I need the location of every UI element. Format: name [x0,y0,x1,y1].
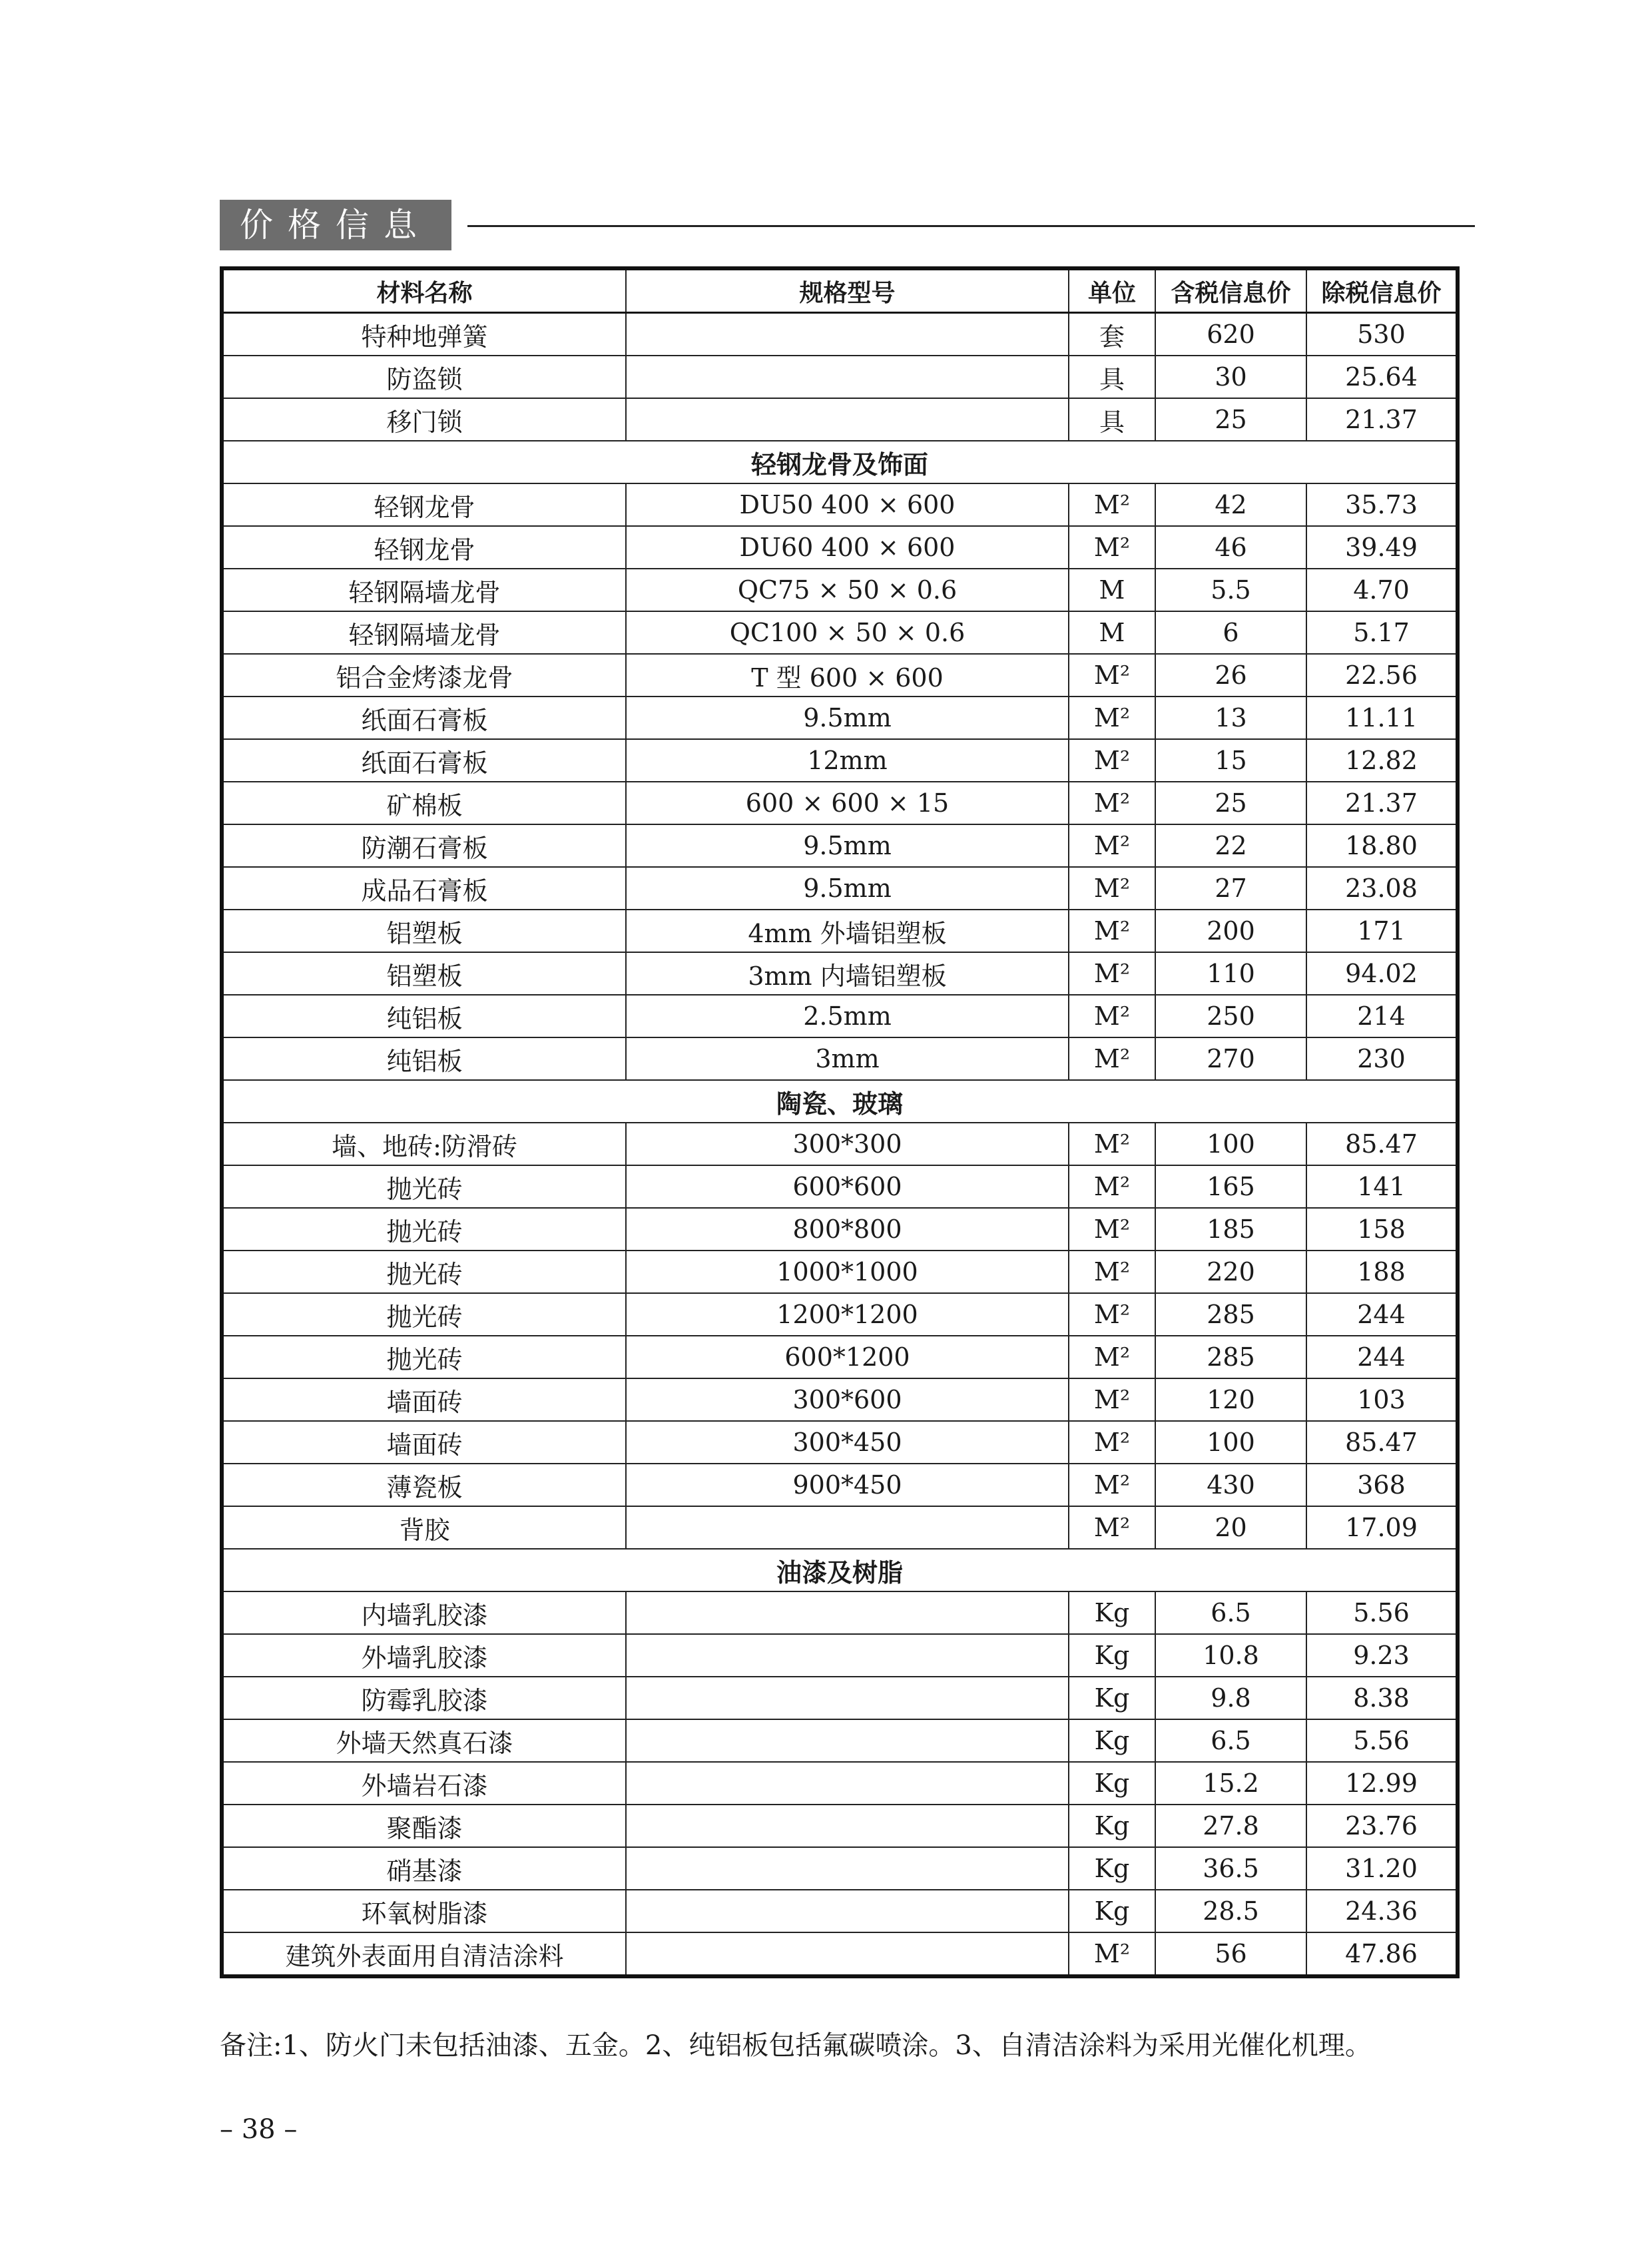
cell-price-with-tax: 56 [1155,1932,1306,1976]
cell-price-with-tax: 30 [1155,356,1306,398]
cell-material-name: 硝基漆 [222,1847,626,1890]
table-row [222,1591,1458,1634]
cell-spec: QC100 × 50 × 0.6 [626,611,1069,654]
cell-material-name: 纸面石膏板 [222,739,626,782]
cell-unit: M² [1069,782,1155,824]
cell-price-without-tax: 11.11 [1306,697,1458,739]
cell-price-with-tax: 20 [1155,1506,1306,1549]
cell-unit: Kg [1069,1805,1155,1847]
cell-spec [626,1932,1069,1976]
cell-spec: 9.5mm [626,867,1069,910]
cell-price-without-tax: 530 [1306,313,1458,356]
cell-spec: T 型 600 × 600 [626,654,1069,697]
cell-price-without-tax: 188 [1306,1251,1458,1293]
cell-spec: 1000*1000 [626,1251,1069,1293]
table-row [222,1932,1458,1976]
cell-spec: 9.5mm [626,824,1069,867]
table-row [222,356,1458,398]
cell-price-with-tax: 430 [1155,1464,1306,1506]
cell-price-with-tax: 270 [1155,1037,1306,1080]
table-row [222,1208,1458,1251]
table-row [222,1634,1458,1677]
cell-material-name: 轻钢隔墙龙骨 [222,569,626,611]
cell-unit: M² [1069,1165,1155,1208]
cell-material-name: 外墙天然真石漆 [222,1719,626,1762]
cell-price-without-tax: 103 [1306,1378,1458,1421]
cell-price-without-tax: 230 [1306,1037,1458,1080]
cell-unit: M² [1069,483,1155,526]
cell-material-name: 轻钢龙骨 [222,483,626,526]
cell-price-with-tax: 110 [1155,952,1306,995]
cell-price-without-tax: 12.82 [1306,739,1458,782]
cell-price-without-tax: 85.47 [1306,1123,1458,1165]
cell-price-without-tax: 5.56 [1306,1591,1458,1634]
cell-price-with-tax: 13 [1155,697,1306,739]
cell-unit: Kg [1069,1677,1155,1719]
cell-price-with-tax: 15 [1155,739,1306,782]
table-row [222,611,1458,654]
table-row [222,313,1458,356]
section-rule [467,225,1475,227]
cell-price-with-tax: 220 [1155,1251,1306,1293]
cell-material-name: 铝合金烤漆龙骨 [222,654,626,697]
cell-spec: 12mm [626,739,1069,782]
section-row [222,1080,1458,1123]
table-row [222,1123,1458,1165]
cell-unit: M² [1069,1932,1155,1976]
cell-material-name: 建筑外表面用自清洁涂料 [222,1932,626,1976]
cell-unit: Kg [1069,1634,1155,1677]
cell-unit: M² [1069,739,1155,782]
cell-material-name: 轻钢隔墙龙骨 [222,611,626,654]
cell-unit: M [1069,611,1155,654]
cell-spec [626,1890,1069,1932]
header-spec: 规格型号 [626,268,1069,313]
cell-price-with-tax: 6.5 [1155,1591,1306,1634]
cell-unit: M² [1069,824,1155,867]
table-row [222,1378,1458,1421]
table-row [222,1293,1458,1336]
cell-spec: 300*450 [626,1421,1069,1464]
cell-material-name: 薄瓷板 [222,1464,626,1506]
cell-spec: 3mm 内墙铝塑板 [626,952,1069,995]
cell-unit: M² [1069,910,1155,952]
cell-unit: M² [1069,1464,1155,1506]
cell-price-with-tax: 9.8 [1155,1677,1306,1719]
cell-price-without-tax: 31.20 [1306,1847,1458,1890]
cell-spec [626,313,1069,356]
table-row [222,1847,1458,1890]
cell-unit: M² [1069,995,1155,1037]
cell-price-without-tax: 94.02 [1306,952,1458,995]
cell-unit: M² [1069,867,1155,910]
cell-unit: Kg [1069,1847,1155,1890]
table-row [222,867,1458,910]
section-label: 陶瓷、玻璃 [222,1080,1458,1123]
table-row [222,1165,1458,1208]
cell-unit: M² [1069,1251,1155,1293]
cell-spec: 4mm 外墙铝塑板 [626,910,1069,952]
cell-spec: 2.5mm [626,995,1069,1037]
table-row [222,1037,1458,1080]
cell-material-name: 外墙岩石漆 [222,1762,626,1805]
cell-unit: M² [1069,1293,1155,1336]
cell-spec: 600 × 600 × 15 [626,782,1069,824]
cell-price-without-tax: 23.76 [1306,1805,1458,1847]
cell-spec: 300*300 [626,1123,1069,1165]
cell-spec: 600*1200 [626,1336,1069,1378]
cell-price-with-tax: 27.8 [1155,1805,1306,1847]
table-row [222,1890,1458,1932]
cell-spec [626,398,1069,441]
cell-price-with-tax: 120 [1155,1378,1306,1421]
cell-material-name: 抛光砖 [222,1293,626,1336]
cell-price-with-tax: 46 [1155,526,1306,569]
cell-material-name: 纸面石膏板 [222,697,626,739]
section-label: 轻钢龙骨及饰面 [222,441,1458,483]
cell-material-name: 防霉乳胶漆 [222,1677,626,1719]
table-row [222,483,1458,526]
cell-price-with-tax: 25 [1155,398,1306,441]
table-row [222,569,1458,611]
cell-price-without-tax: 25.64 [1306,356,1458,398]
table-row [222,1251,1458,1293]
cell-material-name: 聚酯漆 [222,1805,626,1847]
table-row [222,952,1458,995]
cell-price-with-tax: 6.5 [1155,1719,1306,1762]
section-row [222,441,1458,483]
cell-spec [626,1719,1069,1762]
table-row [222,910,1458,952]
table-row [222,824,1458,867]
cell-material-name: 内墙乳胶漆 [222,1591,626,1634]
cell-price-without-tax: 12.99 [1306,1762,1458,1805]
cell-spec: 800*800 [626,1208,1069,1251]
cell-price-with-tax: 200 [1155,910,1306,952]
table-row [222,1506,1458,1549]
cell-unit: M² [1069,697,1155,739]
cell-material-name: 墙、地砖:防滑砖 [222,1123,626,1165]
cell-price-without-tax: 24.36 [1306,1890,1458,1932]
table-header-row [222,268,1458,313]
cell-spec: 900*450 [626,1464,1069,1506]
cell-unit: M² [1069,1506,1155,1549]
table-row [222,1805,1458,1847]
cell-price-without-tax: 244 [1306,1336,1458,1378]
table-row [222,995,1458,1037]
cell-price-with-tax: 100 [1155,1123,1306,1165]
cell-unit: M² [1069,1336,1155,1378]
cell-unit: M² [1069,1208,1155,1251]
cell-unit: M² [1069,952,1155,995]
cell-spec: 300*600 [626,1378,1069,1421]
cell-material-name: 墙面砖 [222,1421,626,1464]
cell-spec: 600*600 [626,1165,1069,1208]
cell-price-without-tax: 23.08 [1306,867,1458,910]
cell-price-without-tax: 4.70 [1306,569,1458,611]
cell-price-without-tax: 35.73 [1306,483,1458,526]
cell-unit: Kg [1069,1591,1155,1634]
cell-material-name: 防盗锁 [222,356,626,398]
cell-unit: M² [1069,1378,1155,1421]
table-row [222,1677,1458,1719]
cell-price-without-tax: 141 [1306,1165,1458,1208]
cell-spec: DU50 400 × 600 [626,483,1069,526]
cell-material-name: 墙面砖 [222,1378,626,1421]
cell-spec: DU60 400 × 600 [626,526,1069,569]
cell-spec [626,1762,1069,1805]
cell-material-name: 抛光砖 [222,1208,626,1251]
section-header [220,200,1475,250]
table-body [222,313,1458,1977]
cell-price-without-tax: 214 [1306,995,1458,1037]
cell-price-without-tax: 18.80 [1306,824,1458,867]
cell-unit: 具 [1069,356,1155,398]
cell-price-without-tax: 8.38 [1306,1677,1458,1719]
cell-price-without-tax: 244 [1306,1293,1458,1336]
cell-unit: M² [1069,1123,1155,1165]
table-row [222,697,1458,739]
cell-price-with-tax: 15.2 [1155,1762,1306,1805]
cell-unit: M² [1069,1421,1155,1464]
cell-price-with-tax: 28.5 [1155,1890,1306,1932]
cell-unit: Kg [1069,1762,1155,1805]
cell-unit: M² [1069,1037,1155,1080]
cell-unit: M² [1069,654,1155,697]
cell-price-with-tax: 36.5 [1155,1847,1306,1890]
cell-price-with-tax: 10.8 [1155,1634,1306,1677]
cell-price-with-tax: 5.5 [1155,569,1306,611]
footnote: 备注:1、防火门未包括油漆、五金。2、纯铝板包括氟碳喷涂。3、自清洁涂料为采用光催化机理。 [220,2030,1372,2061]
table-row [222,739,1458,782]
cell-material-name: 移门锁 [222,398,626,441]
cell-price-with-tax: 285 [1155,1293,1306,1336]
cell-material-name: 抛光砖 [222,1251,626,1293]
cell-material-name: 轻钢龙骨 [222,526,626,569]
cell-price-without-tax: 39.49 [1306,526,1458,569]
cell-unit: Kg [1069,1890,1155,1932]
cell-price-with-tax: 26 [1155,654,1306,697]
cell-material-name: 防潮石膏板 [222,824,626,867]
cell-price-with-tax: 185 [1155,1208,1306,1251]
cell-unit: M² [1069,526,1155,569]
table-row [222,782,1458,824]
cell-material-name: 外墙乳胶漆 [222,1634,626,1677]
cell-spec [626,1506,1069,1549]
cell-material-name: 环氧树脂漆 [222,1890,626,1932]
cell-price-without-tax: 171 [1306,910,1458,952]
cell-material-name: 铝塑板 [222,952,626,995]
cell-material-name: 成品石膏板 [222,867,626,910]
header-material-name: 材料名称 [222,268,626,313]
cell-price-without-tax: 17.09 [1306,1506,1458,1549]
table-row [222,1336,1458,1378]
page-number: – 38 – [220,2114,298,2145]
cell-price-without-tax: 9.23 [1306,1634,1458,1677]
cell-price-without-tax: 158 [1306,1208,1458,1251]
cell-price-with-tax: 27 [1155,867,1306,910]
cell-material-name: 纯铝板 [222,995,626,1037]
header-price-with-tax: 含税信息价 [1155,268,1306,313]
table-row [222,398,1458,441]
cell-spec [626,1847,1069,1890]
cell-price-with-tax: 620 [1155,313,1306,356]
header-price-without-tax: 除税信息价 [1306,268,1458,313]
cell-price-with-tax: 6 [1155,611,1306,654]
cell-spec [626,1677,1069,1719]
cell-spec: QC75 × 50 × 0.6 [626,569,1069,611]
section-row [222,1549,1458,1591]
cell-unit: 具 [1069,398,1155,441]
cell-spec: 3mm [626,1037,1069,1080]
header-unit: 单位 [1069,268,1155,313]
cell-price-without-tax: 368 [1306,1464,1458,1506]
section-label: 油漆及树脂 [222,1549,1458,1591]
cell-spec [626,1634,1069,1677]
table-row [222,1464,1458,1506]
cell-material-name: 纯铝板 [222,1037,626,1080]
cell-price-with-tax: 25 [1155,782,1306,824]
cell-unit: Kg [1069,1719,1155,1762]
cell-spec [626,1805,1069,1847]
cell-material-name: 抛光砖 [222,1336,626,1378]
cell-spec [626,1591,1069,1634]
cell-material-name: 背胶 [222,1506,626,1549]
table-row [222,1421,1458,1464]
table-row [222,654,1458,697]
cell-price-without-tax: 5.17 [1306,611,1458,654]
cell-material-name: 特种地弹簧 [222,313,626,356]
cell-price-without-tax: 5.56 [1306,1719,1458,1762]
cell-price-without-tax: 21.37 [1306,398,1458,441]
cell-material-name: 铝塑板 [222,910,626,952]
cell-price-with-tax: 100 [1155,1421,1306,1464]
cell-price-without-tax: 85.47 [1306,1421,1458,1464]
price-table [220,266,1460,1978]
cell-spec: 9.5mm [626,697,1069,739]
cell-unit: 套 [1069,313,1155,356]
section-title: 价格信息 [220,200,451,250]
cell-price-with-tax: 42 [1155,483,1306,526]
cell-material-name: 矿棉板 [222,782,626,824]
table-row [222,1719,1458,1762]
cell-price-with-tax: 165 [1155,1165,1306,1208]
cell-price-without-tax: 47.86 [1306,1932,1458,1976]
cell-material-name: 抛光砖 [222,1165,626,1208]
table-row [222,526,1458,569]
cell-price-with-tax: 285 [1155,1336,1306,1378]
cell-price-with-tax: 250 [1155,995,1306,1037]
table-row [222,1762,1458,1805]
cell-price-without-tax: 21.37 [1306,782,1458,824]
cell-price-with-tax: 22 [1155,824,1306,867]
cell-spec [626,356,1069,398]
cell-spec: 1200*1200 [626,1293,1069,1336]
cell-unit: M [1069,569,1155,611]
cell-price-without-tax: 22.56 [1306,654,1458,697]
